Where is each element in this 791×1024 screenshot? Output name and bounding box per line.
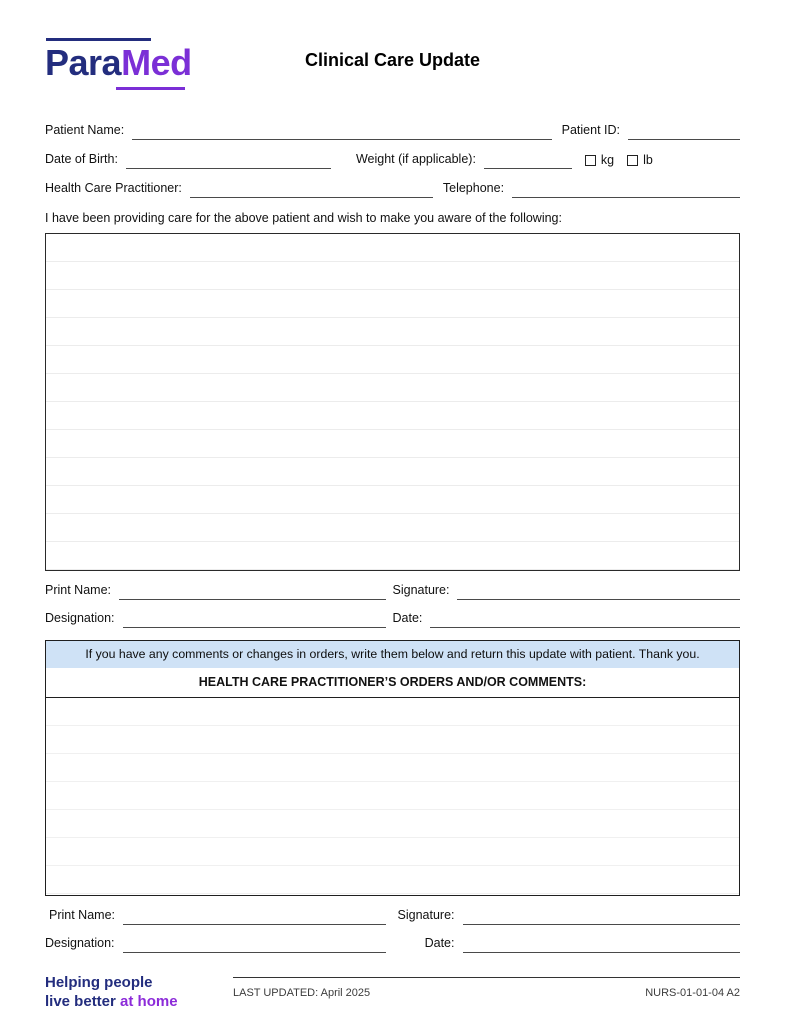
form-footer [45, 974, 740, 1011]
patient-id-label: Patient ID: [561, 123, 620, 137]
patient-name-label: Patient Name: [45, 123, 125, 137]
weight-input[interactable] [484, 153, 572, 169]
logo-text-med: Med [121, 42, 192, 83]
practitioner-input[interactable] [190, 182, 433, 198]
tagline-line2 [45, 992, 233, 1011]
form-code-text: NURS-01-01-04 A2 [645, 987, 740, 999]
signoff2-date [393, 936, 741, 953]
tagline-line1: Helping people [45, 974, 153, 991]
print-name-label: Print Name: [49, 908, 115, 922]
signoff2-row2 [45, 936, 740, 953]
signature-label: Signature: [392, 583, 450, 597]
care-note-textarea[interactable] [45, 233, 740, 571]
tagline-line2-start: live better [45, 993, 121, 1011]
telephone-label: Telephone: [442, 181, 505, 195]
signature-input[interactable] [457, 584, 740, 600]
page-title: Clinical Care Update [304, 50, 481, 70]
care-note-intro: I have been providing care for the above patient and wish to make you aware of the following: [45, 211, 562, 225]
patient-name-row [45, 123, 740, 140]
dob-weight-row [45, 152, 740, 169]
lb-label: lb [643, 153, 653, 167]
footer-meta [233, 977, 740, 999]
signoff1-designation [45, 611, 393, 628]
form-header [45, 38, 740, 90]
signature-input[interactable] [463, 909, 741, 925]
practitioner-label: Health Care Practitioner: [45, 181, 182, 195]
signature-label: Signature: [397, 908, 455, 922]
logo-bottom-rule [116, 87, 184, 90]
signoff1-print-name [45, 583, 393, 600]
logo-text-para: Para [45, 42, 122, 83]
practitioner-row [45, 181, 740, 198]
last-updated-text: LAST UPDATED: April 2025 [233, 987, 371, 999]
print-name-input[interactable] [119, 584, 386, 600]
designation-label: Designation: [45, 611, 115, 625]
designation-input[interactable] [123, 937, 386, 953]
signoff2-signature [393, 908, 741, 925]
designation-input[interactable] [123, 612, 386, 628]
signoff2-designation [45, 936, 393, 953]
orders-banner: If you have any comments or changes in orders, write them below and return this update with patient. Thank you. [46, 641, 739, 668]
signoff1-row1 [45, 583, 740, 600]
date-input[interactable] [430, 612, 740, 628]
signoff1-signature [393, 583, 741, 600]
print-name-input[interactable] [123, 909, 386, 925]
date-of-birth-label: Date of Birth: [45, 152, 118, 166]
lb-checkbox[interactable] [627, 155, 638, 166]
patient-id-input[interactable] [628, 124, 740, 140]
date-input[interactable] [463, 937, 741, 953]
print-name-label: Print Name: [45, 583, 111, 597]
signoff2-print-name [45, 908, 393, 925]
logo-top-rule [46, 38, 151, 41]
date-label: Date: [392, 611, 423, 625]
patient-name-input[interactable] [132, 124, 551, 140]
signoff2-row1 [45, 908, 740, 925]
orders-section [45, 640, 740, 896]
designation-label: Designation: [45, 936, 115, 950]
brand-tagline [45, 973, 233, 1011]
kg-checkbox-group [585, 153, 614, 169]
kg-label: kg [600, 153, 615, 167]
telephone-input[interactable] [512, 182, 740, 198]
orders-heading: HEALTH CARE PRACTITIONER’S ORDERS AND/OR COMMENTS: [46, 668, 739, 698]
kg-checkbox[interactable] [585, 155, 596, 166]
tagline-line2-accent: at home [120, 993, 178, 1011]
orders-comments-textarea[interactable] [46, 698, 739, 895]
signoff1-row2 [45, 611, 740, 628]
lb-checkbox-group [627, 153, 653, 169]
weight-label: Weight (if applicable): [355, 152, 476, 166]
date-of-birth-input[interactable] [126, 153, 331, 169]
date-label: Date: [424, 936, 455, 950]
signoff1-date [393, 611, 741, 628]
